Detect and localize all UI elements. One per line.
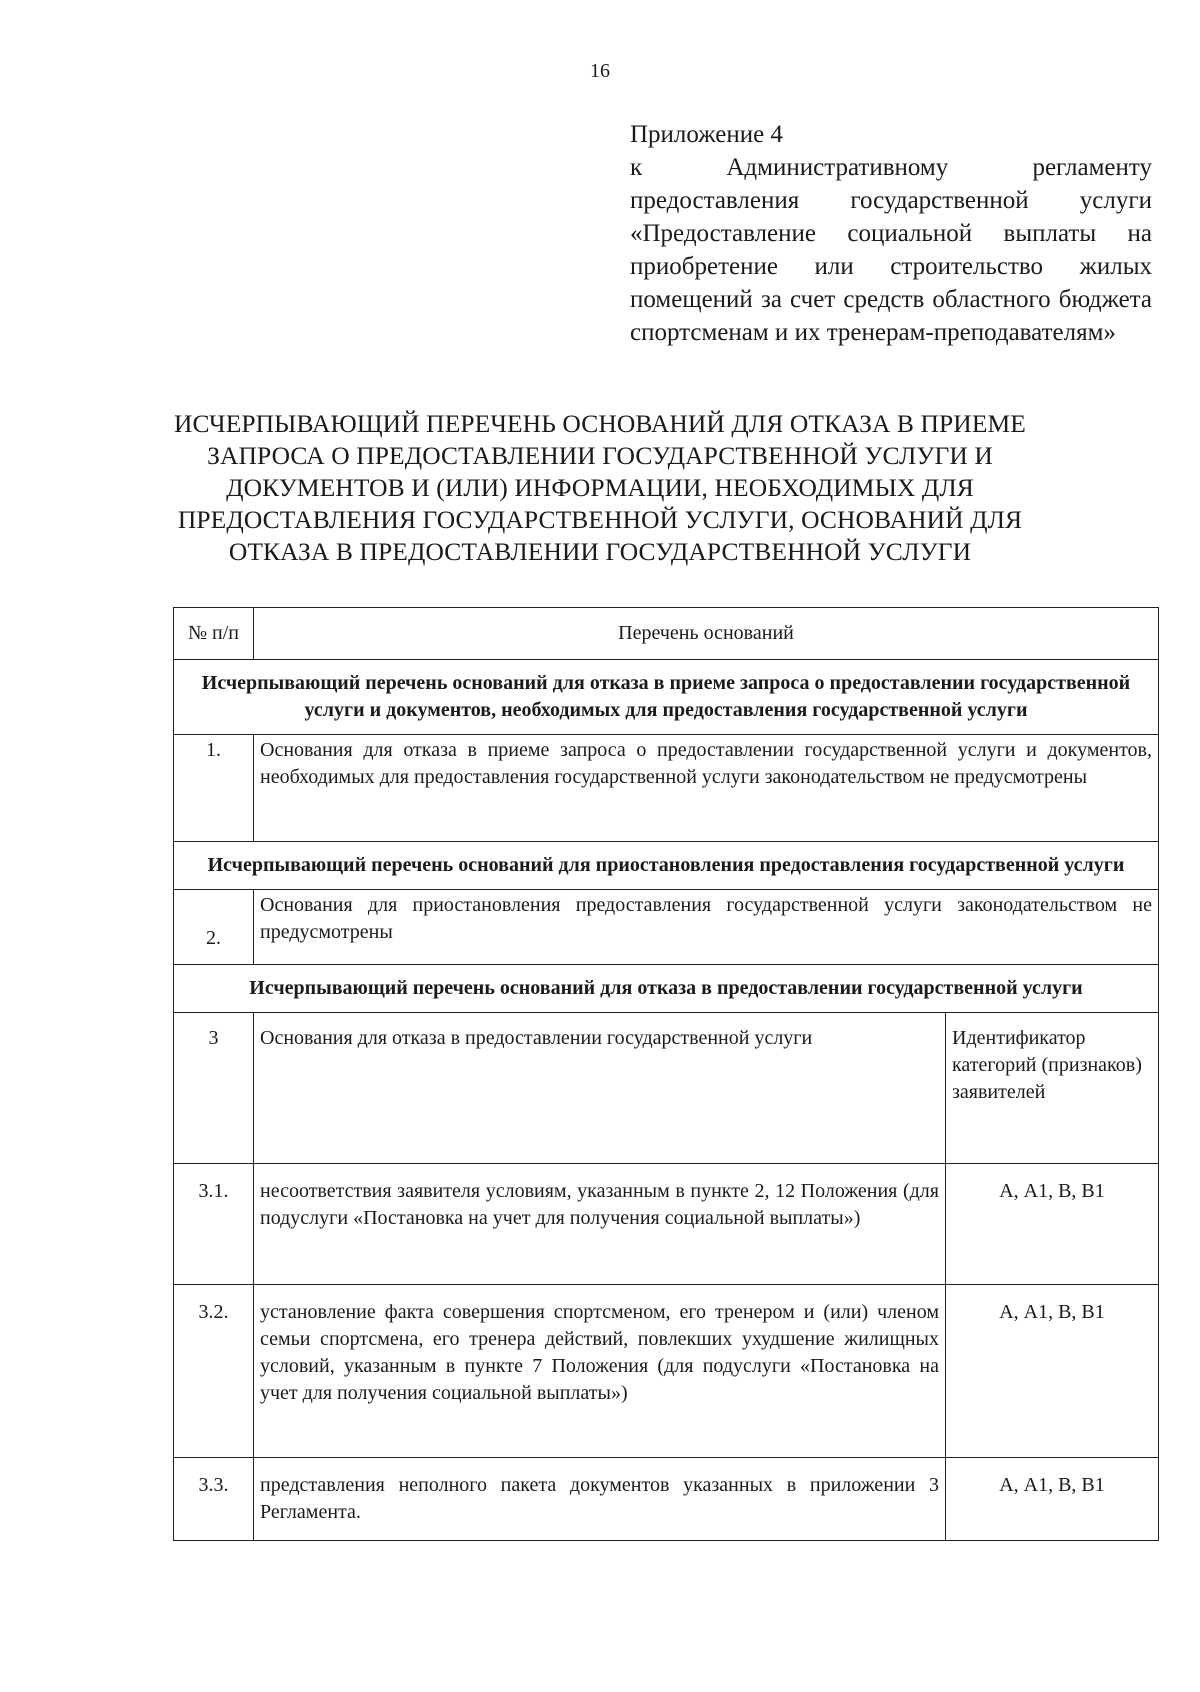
- row-num: 1.: [174, 735, 254, 842]
- table-row: [174, 1458, 1159, 1541]
- section2-title: Исчерпывающий перечень оснований для приостановления предоставления государственной услуги: [174, 842, 1159, 890]
- row-text: несоответствия заявителя условиям, указанным в пункте 2, 12 Положения (для подуслуги «Постановка на учет для получения социальной выплаты»): [254, 1164, 946, 1285]
- row-identifier: А, А1, В, В1: [946, 1285, 1159, 1458]
- row-num: 2.: [174, 890, 254, 965]
- table-row: [174, 890, 1159, 965]
- section1-title: Исчерпывающий перечень оснований для отказа в приеме запроса о предоставлении государственной услуги и документов, необходимых для предоставления государственной услуги: [174, 660, 1159, 735]
- reasons-table: [173, 607, 1159, 1541]
- row-text: Основания для отказа в предоставлении государственной услуги: [254, 1013, 946, 1164]
- section-heading-row: [174, 965, 1159, 1013]
- row-text: Основания для отказа в приеме запроса о предоставлении государственной услуги и документов, необходимых для предоставления государственной услуги законодательством не предусмотрены: [254, 735, 1159, 842]
- header-reasons: Перечень оснований: [254, 608, 1159, 660]
- section3-title: Исчерпывающий перечень оснований для отказа в предоставлении государственной услуги: [174, 965, 1159, 1013]
- appendix-title: Приложение 4: [630, 121, 783, 148]
- section-heading-row: [174, 660, 1159, 735]
- row-text: представления неполного пакета документов указанных в приложении 3 Регламента.: [254, 1458, 946, 1541]
- table-row: [174, 1164, 1159, 1285]
- document-title: ИСЧЕРПЫВАЮЩИЙ ПЕРЕЧЕНЬ ОСНОВАНИЙ ДЛЯ ОТКАЗА В ПРИЕМЕ ЗАПРОСА О ПРЕДОСТАВЛЕНИИ ГОСУДАРСТВЕННОЙ УСЛУГИ И ДОКУМЕНТОВ И (ИЛИ) ИНФОРМАЦИИ, НЕОБХОДИМЫХ ДЛЯ ПРЕДОСТАВЛЕНИЯ ГОСУДАРСТВЕННОЙ УСЛУГИ, ОСНОВАНИЙ ДЛЯ ОТКАЗА В ПРЕДОСТАВЛЕНИИ ГОСУДАРСТВЕННОЙ УСЛУГИ: [174, 409, 1026, 566]
- row-identifier: А, А1, В, В1: [946, 1164, 1159, 1285]
- row-text: установление факта совершения спортсменом, его тренером и (или) членом семьи спортсмена, его тренера действий, повлекших ухудшение жилищных условий, указанным в пункте 7 Положения (для подуслуги «Постановка на учет для получения социальной выплаты»): [254, 1285, 946, 1458]
- appendix-block: [630, 118, 1152, 349]
- row-num: 3.1.: [174, 1164, 254, 1285]
- page-number: 16: [590, 60, 610, 82]
- table-row: [174, 1285, 1159, 1458]
- table-row: [174, 1013, 1159, 1164]
- row-num: 3.3.: [174, 1458, 254, 1541]
- section-heading-row: [174, 842, 1159, 890]
- row-text: Основания для приостановления предоставления государственной услуги законодательством не предусмотрены: [254, 890, 1159, 965]
- appendix-text: к Административному регламенту предоставления государственной услуги «Предоставление социальной выплаты на приобретение или строительство жилых помещений за счет средств областного бюджета спортсменам и их тренерам-преподавателям»: [630, 154, 1152, 346]
- table-row: [174, 735, 1159, 842]
- row-identifier: А, А1, В, В1: [946, 1458, 1159, 1541]
- row-num: 3.2.: [174, 1285, 254, 1458]
- row-num: 3: [174, 1013, 254, 1164]
- header-num: № п/п: [174, 608, 254, 660]
- row-identifier: Идентификатор категорий (признаков) заявителей: [946, 1013, 1159, 1164]
- table-header-row: [174, 608, 1159, 660]
